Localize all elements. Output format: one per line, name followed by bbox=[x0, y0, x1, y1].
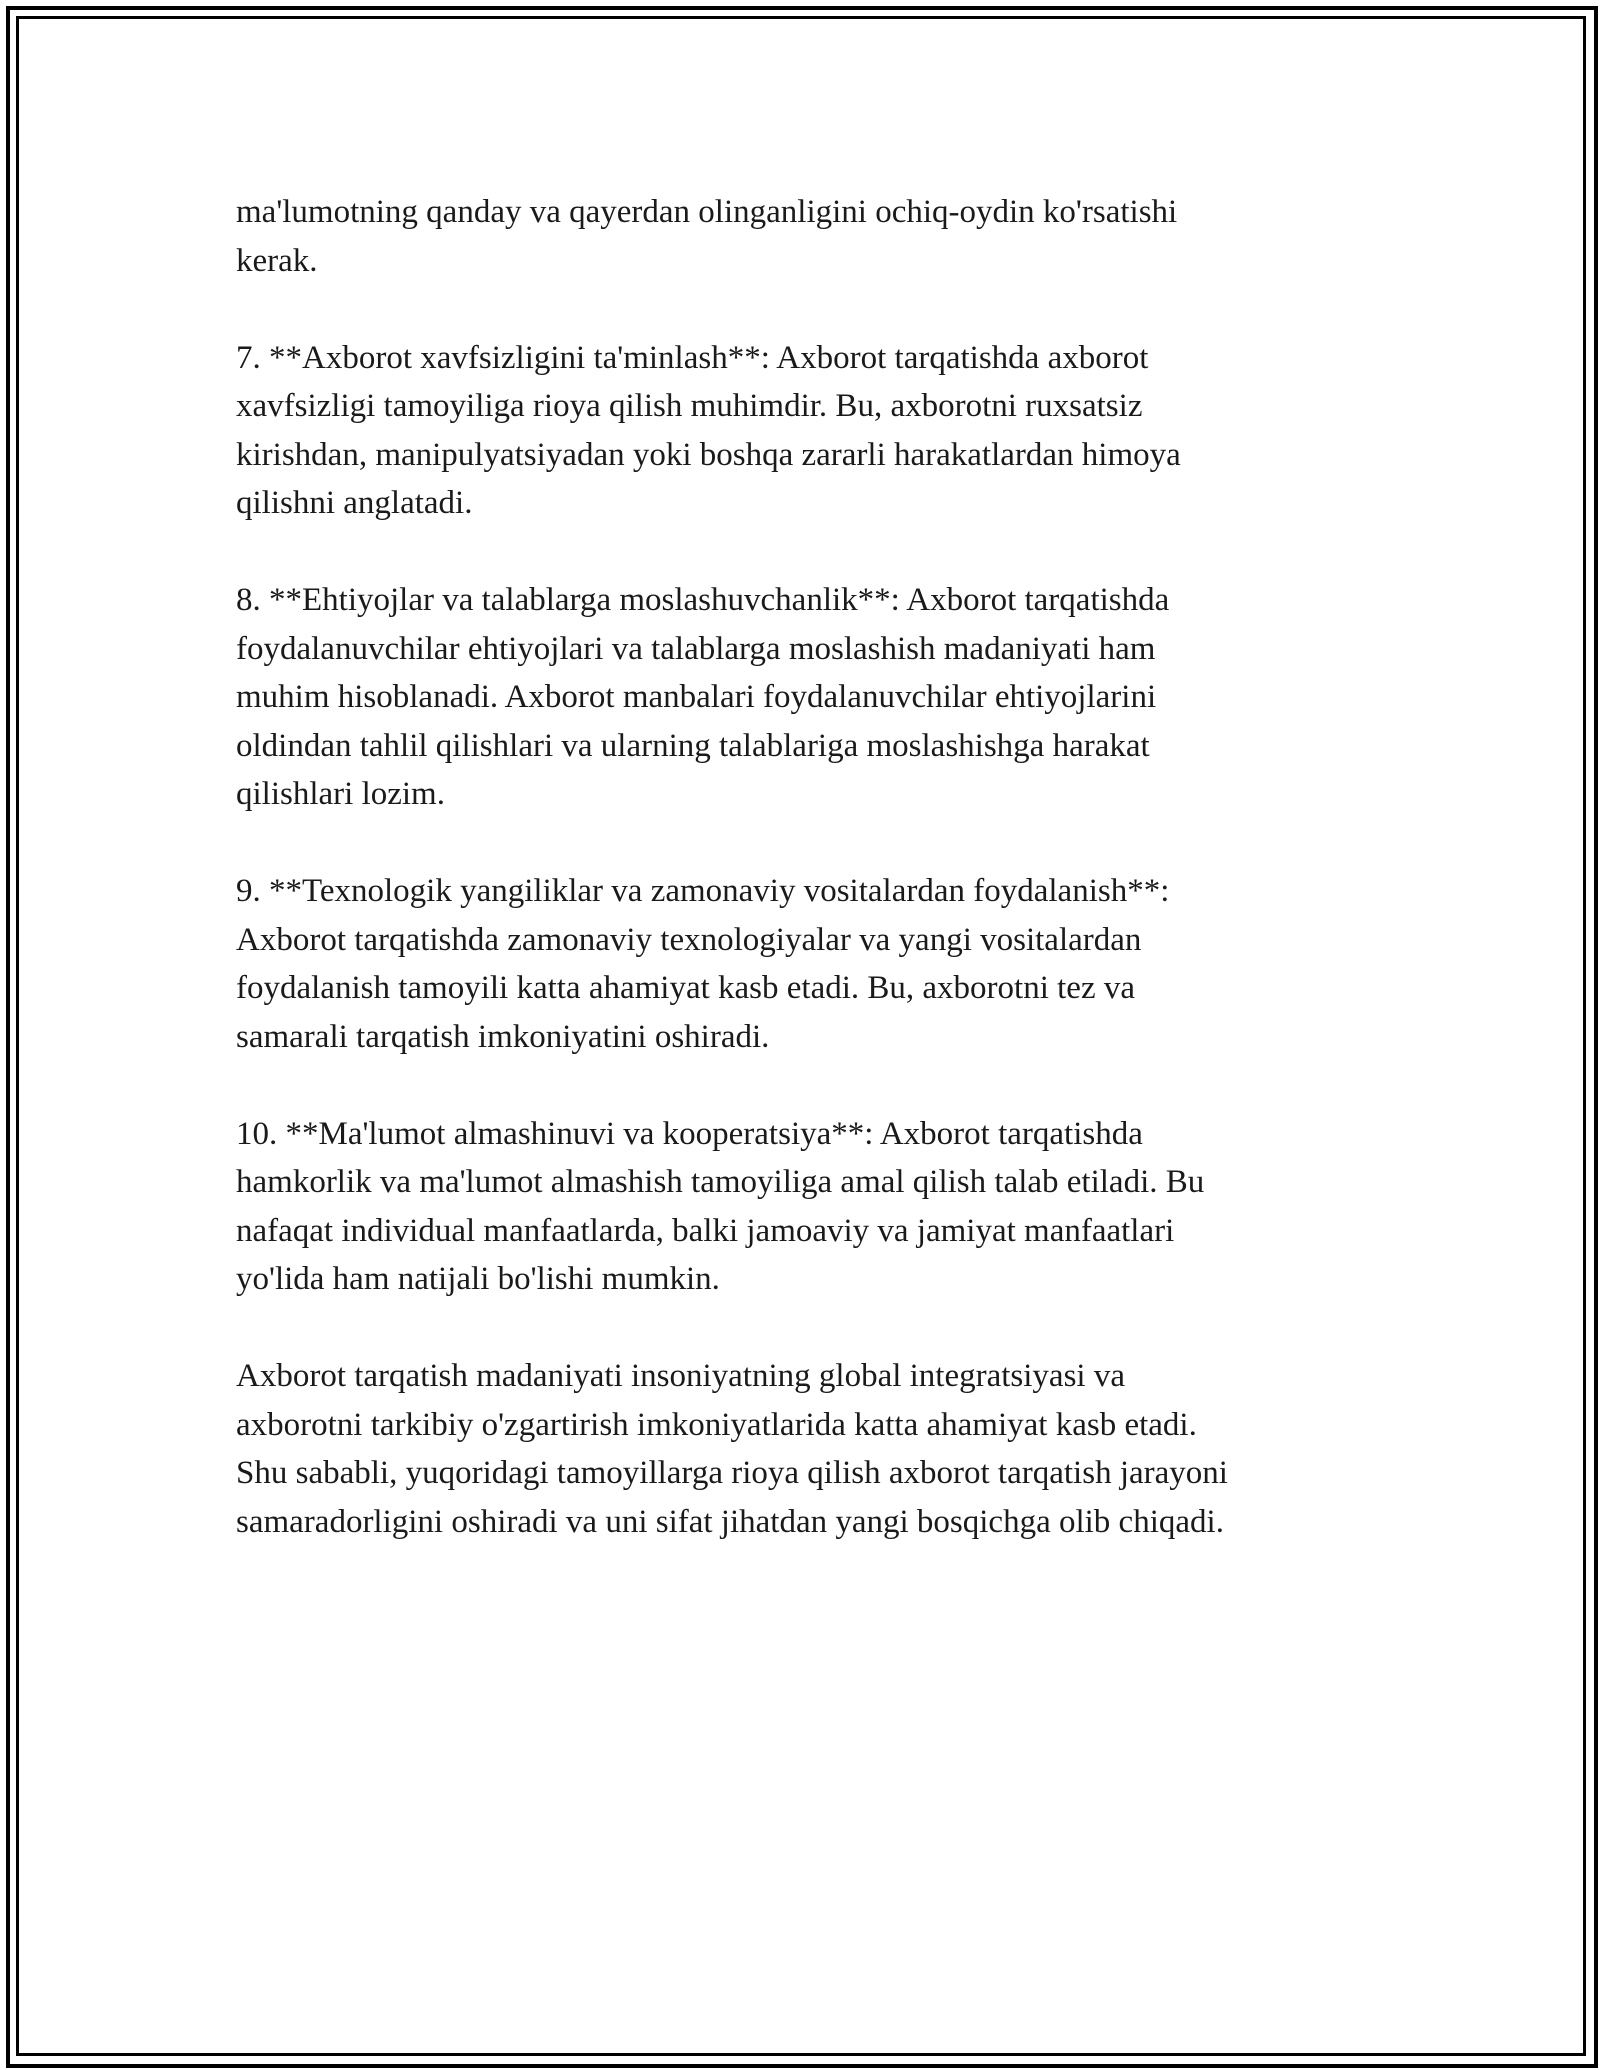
text-line: qilishni anglatadi. bbox=[236, 485, 473, 521]
text-line: kerak. bbox=[236, 242, 318, 279]
paragraph-continuation bbox=[236, 188, 1366, 285]
paragraph-item-9 bbox=[236, 867, 1366, 1061]
paragraph-conclusion bbox=[236, 1352, 1366, 1546]
text-line: oldindan tahlil qilishlari va ularning talablariga moslashishga harakat bbox=[236, 727, 1150, 764]
text-line: xavfsizligi tamoyiliga rioya qilish muhimdir. Bu, axborotni ruxsatsiz bbox=[236, 388, 1143, 424]
text-line: 7. **Axborot xavfsizligini ta'minlash**: Axborot tarqatishda axborot bbox=[236, 339, 1149, 376]
text-line: Axborot tarqatish madaniyati insoniyatning global integratsiyasi va bbox=[236, 1358, 1125, 1394]
text-line: foydalanish tamoyili katta ahamiyat kasb etadi. Bu, axborotni tez va bbox=[236, 970, 1135, 1006]
text-line: kirishdan, manipulyatsiyadan yoki boshqa zararli harakatlardan himoya bbox=[236, 436, 1181, 473]
text-line: ma'lumotning qanday va qayerdan olinganligini ochiq-oydin ko'rsatishi bbox=[236, 194, 1178, 230]
paragraph-item-10 bbox=[236, 1110, 1366, 1304]
text-line: yo'lida ham natijali bo'lishi mumkin. bbox=[236, 1261, 720, 1297]
paragraph-item-8 bbox=[236, 576, 1366, 819]
text-line: nafaqat individual manfaatlarda, balki jamoaviy va jamiyat manfaatlari bbox=[236, 1212, 1175, 1249]
text-line: hamkorlik va ma'lumot almashish tamoyiliga amal qilish talab etiladi. Bu bbox=[236, 1164, 1205, 1200]
document-body bbox=[236, 188, 1366, 1546]
paragraph-item-7 bbox=[236, 334, 1366, 528]
text-line: foydalanuvchilar ehtiyojlari va talablarga moslashish madaniyati ham bbox=[236, 630, 1156, 667]
text-line: 8. **Ehtiyojlar va talablarga moslashuvchanlik**: Axborot tarqatishda bbox=[236, 582, 1170, 618]
text-line: samarali tarqatish imkoniyatini oshiradi. bbox=[236, 1018, 770, 1055]
text-line: Axborot tarqatishda zamonaviy texnologiyalar va yangi vositalardan bbox=[236, 921, 1142, 958]
text-line: axborotni tarkibiy o'zgartirish imkoniyatlarida katta ahamiyat kasb etadi. bbox=[236, 1406, 1197, 1443]
text-line: Shu sababli, yuqoridagi tamoyillarga rioya qilish axborot tarqatish jarayoni bbox=[236, 1455, 1228, 1491]
text-line: samaradorligini oshiradi va uni sifat jihatdan yangi bosqichga olib chiqadi. bbox=[236, 1503, 1224, 1540]
text-line: muhim hisoblanadi. Axborot manbalari foydalanuvchilar ehtiyojlarini bbox=[236, 679, 1157, 715]
text-line: qilishlari lozim. bbox=[236, 776, 445, 812]
text-line: 9. **Texnologik yangiliklar va zamonaviy vositalardan foydalanish**: bbox=[236, 873, 1170, 909]
text-line: 10. **Ma'lumot almashinuvi va kooperatsiya**: Axborot tarqatishda bbox=[236, 1115, 1143, 1152]
